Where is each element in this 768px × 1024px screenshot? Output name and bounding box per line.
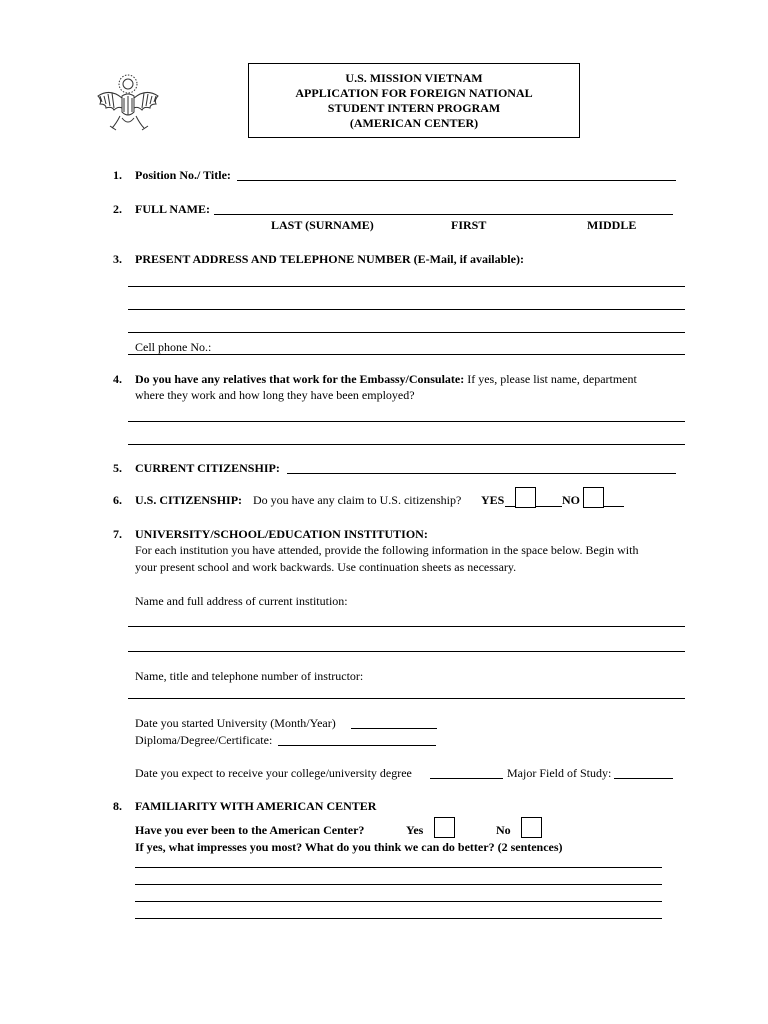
education-label: UNIVERSITY/SCHOOL/EDUCATION INSTITUTION:	[135, 527, 428, 541]
full-name-field[interactable]	[214, 214, 673, 215]
us-citizenship-no-checkbox[interactable]	[583, 487, 604, 508]
diploma-field[interactable]	[278, 745, 436, 746]
citizenship-field[interactable]	[287, 473, 676, 474]
us-great-seal-icon	[92, 66, 164, 138]
relatives-line-2[interactable]	[128, 444, 685, 445]
visited-no-label: No	[496, 823, 511, 837]
relatives-line-1[interactable]	[128, 421, 685, 422]
no-underline-right	[604, 506, 624, 507]
relatives-instruction-2: where they work and how long they have been employed?	[135, 388, 415, 402]
impression-line-3[interactable]	[135, 901, 662, 902]
address-phone-label: PRESENT ADDRESS AND TELEPHONE NUMBER (E-Mail, if available):	[135, 252, 524, 266]
cell-phone-label: Cell phone No.:	[135, 340, 212, 354]
title-line-1: U.S. MISSION VIETNAM	[345, 71, 483, 85]
address-line-1[interactable]	[128, 286, 685, 287]
institution-line-2[interactable]	[128, 651, 685, 652]
visited-yes-checkbox[interactable]	[434, 817, 455, 838]
familiarity-label: FAMILIARITY WITH AMERICAN CENTER	[135, 799, 377, 813]
cell-phone-field[interactable]	[128, 354, 685, 355]
impression-line-1[interactable]	[135, 867, 662, 868]
position-title-field[interactable]	[237, 180, 676, 181]
date-expect-label: Date you expect to receive your college/university degree	[135, 766, 412, 780]
date-expect-field[interactable]	[430, 778, 503, 779]
full-name-label: FULL NAME:	[135, 202, 210, 216]
title-line-2: APPLICATION FOR FOREIGN NATIONAL	[295, 86, 533, 100]
major-field[interactable]	[614, 778, 673, 779]
yes-underline-right	[536, 506, 562, 507]
education-instruction-2: your present school and work backwards. Use continuation sheets as necessary.	[135, 560, 517, 574]
date-started-field[interactable]	[351, 728, 437, 729]
education-instruction-1: For each institution you have attended, provide the following information in the space below. Begin with	[135, 543, 639, 557]
impression-question: If yes, what impresses you most? What do you think we can do better? (2 sentences)	[135, 840, 563, 854]
middle-name-caption: MIDDLE	[587, 218, 637, 232]
instructor-field[interactable]	[128, 698, 685, 699]
q1-number: 1.	[113, 168, 122, 182]
q8-number: 8.	[113, 799, 122, 813]
last-name-caption: LAST (SURNAME)	[271, 218, 374, 232]
citizenship-label: CURRENT CITIZENSHIP:	[135, 461, 280, 475]
title-line-4: (AMERICAN CENTER)	[349, 116, 479, 130]
us-citizenship-yes-label: YES	[481, 493, 505, 507]
impression-line-2[interactable]	[135, 884, 662, 885]
diploma-label: Diploma/Degree/Certificate:	[135, 733, 273, 747]
q3-number: 3.	[113, 252, 122, 266]
us-citizenship-question: Do you have any claim to U.S. citizenship?	[253, 493, 462, 507]
address-line-2[interactable]	[128, 309, 685, 310]
q6-number: 6.	[113, 493, 122, 507]
date-started-label: Date you started University (Month/Year)	[135, 716, 336, 730]
q5-number: 5.	[113, 461, 122, 475]
us-citizenship-yes-checkbox[interactable]	[515, 487, 536, 508]
institution-line-1[interactable]	[128, 626, 685, 627]
q7-number: 7.	[113, 527, 122, 541]
yes-underline-left	[505, 506, 515, 507]
visited-center-question: Have you ever been to the American Center?	[135, 823, 365, 837]
q4-number: 4.	[113, 372, 122, 386]
major-label: Major Field of Study:	[507, 766, 612, 780]
address-line-3[interactable]	[128, 332, 685, 333]
relatives-instruction: If yes, please list name, department	[464, 372, 637, 386]
form-title-box	[248, 63, 580, 138]
position-title-label: Position No./ Title:	[135, 168, 231, 182]
relatives-question	[135, 372, 637, 387]
impression-line-4[interactable]	[135, 918, 662, 919]
instructor-label: Name, title and telephone number of instructor:	[135, 669, 364, 683]
visited-no-checkbox[interactable]	[521, 817, 542, 838]
visited-yes-label: Yes	[406, 823, 424, 837]
us-citizenship-label: U.S. CITIZENSHIP:	[135, 493, 243, 507]
us-citizenship-no-label: NO	[562, 493, 580, 507]
relatives-label: Do you have any relatives that work for the Embassy/Consulate:	[135, 372, 465, 386]
q2-number: 2.	[113, 202, 122, 216]
title-line-3: STUDENT INTERN PROGRAM	[327, 101, 501, 115]
first-name-caption: FIRST	[451, 218, 487, 232]
current-institution-label: Name and full address of current institution:	[135, 594, 348, 608]
